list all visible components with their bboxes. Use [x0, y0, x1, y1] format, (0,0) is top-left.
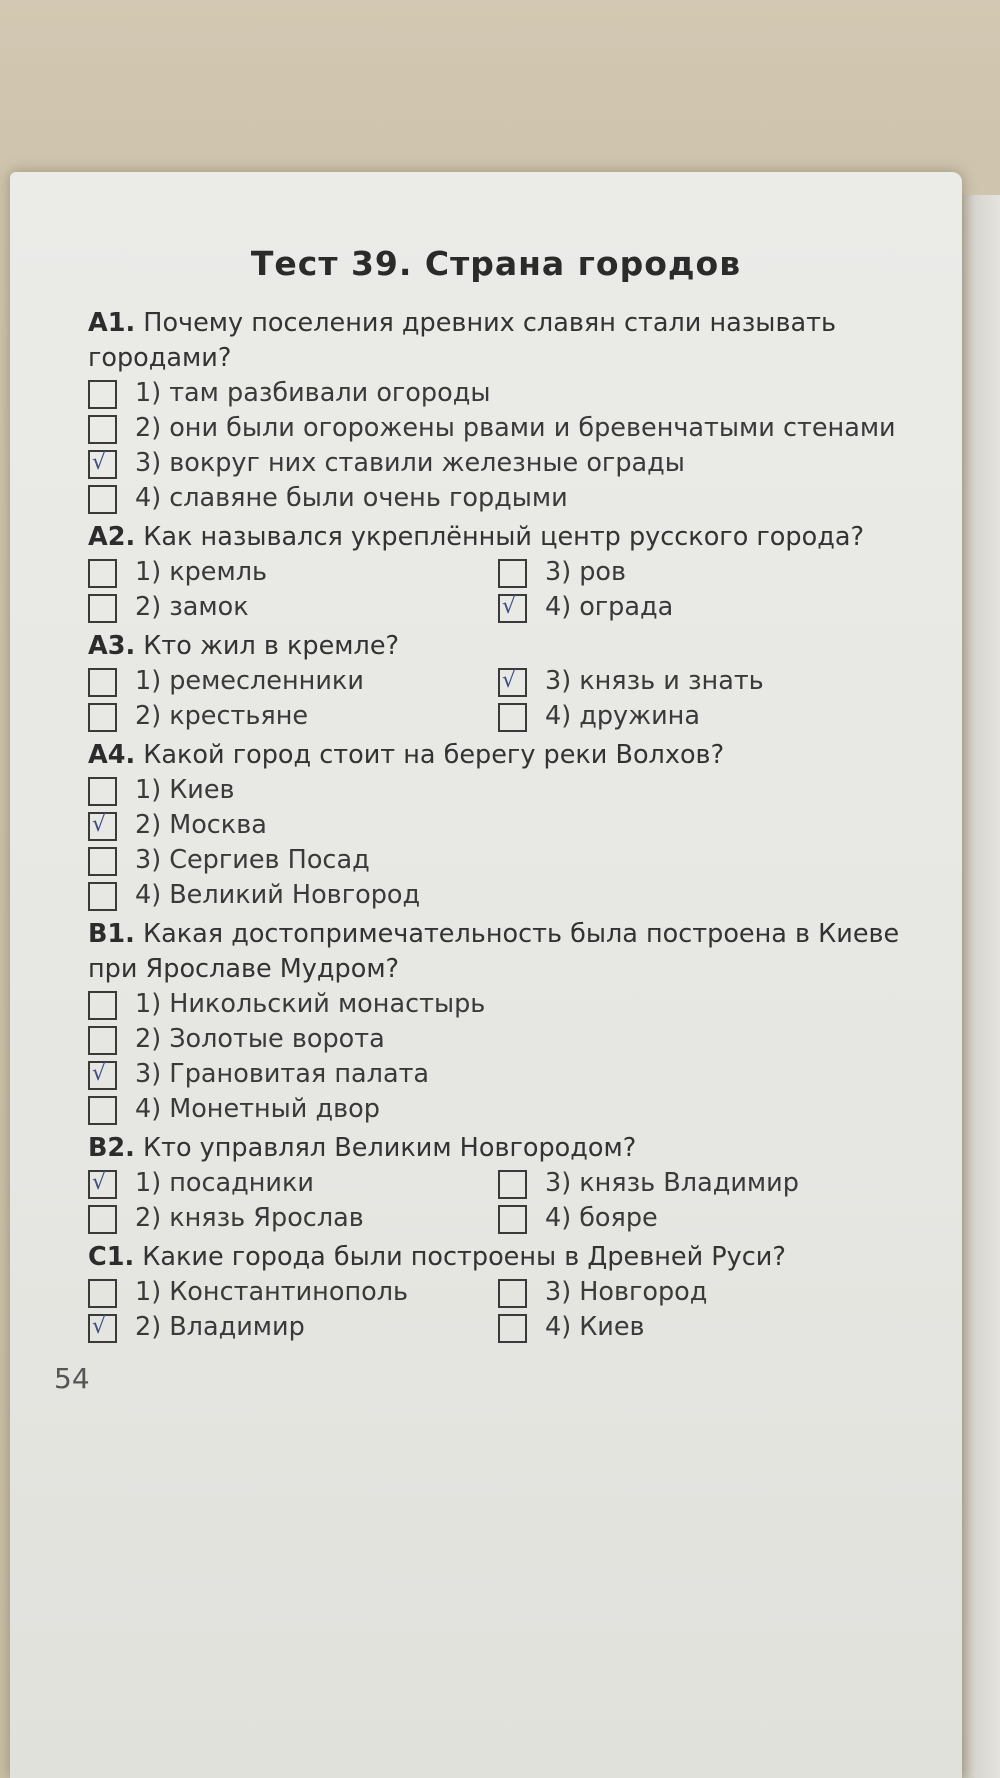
option-text: крестьяне — [169, 701, 309, 731]
option-number: 4) — [545, 701, 572, 731]
option-text: Константинополь — [169, 1277, 409, 1307]
option-text: Киев — [579, 1312, 645, 1342]
question-text — [88, 1131, 930, 1166]
option-text: замок — [169, 592, 249, 622]
question-code: А1. — [88, 308, 136, 338]
option-text: Грановитая палата — [169, 1059, 430, 1089]
answer-checkbox[interactable] — [88, 594, 117, 623]
question-code: А3. — [88, 631, 136, 661]
option-text: дружина — [579, 701, 700, 731]
option-text: Золотые ворота — [169, 1024, 385, 1054]
answer-option[interactable] — [498, 664, 918, 699]
answer-option[interactable] — [498, 1310, 918, 1345]
answer-checkbox[interactable] — [88, 415, 117, 444]
answer-option[interactable] — [498, 590, 918, 625]
option-text: посадники — [169, 1168, 314, 1198]
answer-options — [88, 376, 930, 516]
answer-checkbox[interactable] — [88, 812, 117, 841]
question-body: Почему поселения древних славян стали называть городами? — [88, 308, 836, 373]
option-text: Новгород — [579, 1277, 708, 1307]
questions-list — [88, 302, 930, 1345]
option-number: 1) — [135, 378, 162, 408]
option-text: Киев — [169, 775, 235, 805]
question-text — [88, 629, 930, 664]
answer-option[interactable] — [88, 808, 930, 843]
answer-option[interactable] — [88, 664, 498, 699]
check-mark-icon: √ — [92, 1170, 107, 1195]
answer-options — [88, 773, 930, 913]
answer-options — [88, 555, 930, 625]
answer-checkbox[interactable] — [498, 559, 527, 588]
option-text: бояре — [579, 1203, 658, 1233]
answer-checkbox[interactable] — [88, 991, 117, 1020]
question-body: Как назывался укреплённый центр русского города? — [143, 522, 864, 552]
question-text — [88, 520, 930, 555]
question-block — [88, 917, 930, 1127]
question-text — [88, 306, 930, 376]
question-code: А2. — [88, 522, 136, 552]
option-number: 1) — [135, 1168, 162, 1198]
option-number: 1) — [135, 775, 162, 805]
option-number: 2) — [135, 413, 162, 443]
question-code: С1. — [88, 1242, 135, 1272]
answer-checkbox[interactable] — [88, 882, 117, 911]
answer-option[interactable] — [88, 773, 930, 808]
question-body: Какая достопримечательность была построена в Киеве при Ярославе Мудром? — [88, 919, 900, 984]
option-text: кремль — [169, 557, 268, 587]
answer-options — [88, 987, 930, 1127]
check-mark-icon: √ — [92, 1314, 107, 1339]
option-text: князь Владимир — [579, 1168, 799, 1198]
check-mark-icon: √ — [502, 668, 517, 693]
answer-option[interactable] — [498, 555, 918, 590]
option-number: 4) — [135, 483, 162, 513]
answer-checkbox[interactable] — [88, 1205, 117, 1234]
option-text: ров — [579, 557, 627, 587]
question-block — [88, 1131, 930, 1236]
answer-checkbox[interactable] — [88, 777, 117, 806]
question-block — [88, 738, 930, 913]
answer-options — [88, 1166, 930, 1236]
answer-option[interactable] — [88, 699, 498, 734]
question-block — [88, 520, 930, 625]
question-body: Кто управлял Великим Новгородом? — [142, 1133, 637, 1163]
answer-option[interactable] — [498, 1275, 918, 1310]
page-title: Тест 39. Страна городов — [250, 244, 742, 283]
option-number: 3) — [545, 1168, 572, 1198]
option-number: 3) — [135, 1059, 162, 1089]
question-text — [88, 1240, 930, 1275]
check-mark-icon: √ — [92, 1061, 107, 1086]
answer-option[interactable] — [88, 411, 930, 446]
option-number: 2) — [135, 810, 162, 840]
answer-option[interactable] — [88, 843, 930, 878]
answer-option[interactable] — [498, 1166, 918, 1201]
option-number: 4) — [545, 1203, 572, 1233]
option-number: 2) — [135, 1312, 162, 1342]
option-number: 2) — [135, 592, 162, 622]
question-text — [88, 917, 930, 987]
answer-checkbox[interactable] — [88, 703, 117, 732]
answer-checkbox[interactable] — [88, 1026, 117, 1055]
question-body: Какие города были построены в Древней Руси? — [142, 1242, 786, 1272]
workbook-page — [10, 172, 962, 1778]
question-block — [88, 1240, 930, 1345]
page-number: 54 — [54, 1362, 90, 1395]
option-number: 3) — [545, 557, 572, 587]
answer-option[interactable] — [88, 987, 930, 1022]
answer-checkbox[interactable] — [88, 450, 117, 479]
option-number: 1) — [135, 557, 162, 587]
option-number: 1) — [135, 989, 162, 1019]
answer-option[interactable] — [88, 878, 930, 913]
next-page-edge — [958, 195, 1000, 1778]
option-number: 2) — [135, 1203, 162, 1233]
answer-option[interactable] — [88, 1201, 498, 1236]
answer-checkbox[interactable] — [88, 668, 117, 697]
option-number: 1) — [135, 1277, 162, 1307]
option-number: 2) — [135, 701, 162, 731]
answer-checkbox[interactable] — [88, 485, 117, 514]
option-text: Владимир — [169, 1312, 305, 1342]
answer-checkbox[interactable] — [498, 1205, 527, 1234]
question-code: В1. — [88, 919, 135, 949]
answer-checkbox[interactable] — [498, 1279, 527, 1308]
answer-option[interactable] — [88, 481, 930, 516]
answer-option[interactable] — [88, 446, 930, 481]
option-number: 1) — [135, 666, 162, 696]
option-text: славяне были очень гордыми — [169, 483, 568, 513]
answer-checkbox[interactable] — [498, 668, 527, 697]
option-text: ремесленники — [169, 666, 364, 696]
question-code: В2. — [88, 1133, 135, 1163]
option-text: там разбивали огороды — [169, 378, 491, 408]
answer-checkbox[interactable] — [498, 703, 527, 732]
answer-option[interactable] — [88, 555, 498, 590]
answer-checkbox[interactable] — [88, 559, 117, 588]
option-number: 4) — [545, 1312, 572, 1342]
option-text: князь и знать — [579, 666, 764, 696]
answer-checkbox[interactable] — [88, 1314, 117, 1343]
option-number: 4) — [545, 592, 572, 622]
option-text: они были огорожены рвами и бревенчатыми стенами — [169, 413, 896, 443]
option-number: 3) — [545, 1277, 572, 1307]
answer-checkbox[interactable] — [88, 1170, 117, 1199]
option-number: 3) — [135, 845, 162, 875]
answer-checkbox[interactable] — [88, 380, 117, 409]
answer-checkbox[interactable] — [498, 1170, 527, 1199]
answer-checkbox[interactable] — [88, 1279, 117, 1308]
question-text — [88, 738, 930, 773]
question-block — [88, 629, 930, 734]
answer-option[interactable] — [498, 1201, 918, 1236]
option-number: 4) — [135, 880, 162, 910]
check-mark-icon: √ — [92, 450, 107, 475]
option-number: 4) — [135, 1094, 162, 1124]
answer-option[interactable] — [88, 590, 498, 625]
question-block — [88, 306, 930, 516]
option-text: Москва — [169, 810, 267, 840]
answer-checkbox[interactable] — [498, 594, 527, 623]
answer-options — [88, 664, 930, 734]
option-text: вокруг них ставили железные ограды — [169, 448, 685, 478]
option-text: Монетный двор — [169, 1094, 380, 1124]
answer-option[interactable] — [88, 1092, 930, 1127]
question-body: Кто жил в кремле? — [143, 631, 400, 661]
answer-checkbox[interactable] — [88, 1096, 117, 1125]
answer-options — [88, 1275, 930, 1345]
answer-checkbox[interactable] — [498, 1314, 527, 1343]
question-body: Какой город стоит на берегу реки Волхов? — [143, 740, 725, 770]
answer-option[interactable] — [88, 1057, 930, 1092]
option-text: Никольский монастырь — [169, 989, 486, 1019]
question-code: А4. — [88, 740, 136, 770]
answer-option[interactable] — [88, 376, 930, 411]
answer-checkbox[interactable] — [88, 847, 117, 876]
answer-option[interactable] — [88, 1022, 930, 1057]
check-mark-icon: √ — [92, 812, 107, 837]
answer-option[interactable] — [88, 1310, 498, 1345]
option-text: князь Ярослав — [169, 1203, 364, 1233]
answer-option[interactable] — [88, 1275, 498, 1310]
answer-option[interactable] — [88, 1166, 498, 1201]
option-number: 2) — [135, 1024, 162, 1054]
answer-option[interactable] — [498, 699, 918, 734]
answer-checkbox[interactable] — [88, 1061, 117, 1090]
option-text: Сергиев Посад — [169, 845, 370, 875]
option-number: 3) — [135, 448, 162, 478]
option-number: 3) — [545, 666, 572, 696]
option-text: Великий Новгород — [169, 880, 421, 910]
check-mark-icon: √ — [502, 594, 517, 619]
option-text: ограда — [579, 592, 674, 622]
